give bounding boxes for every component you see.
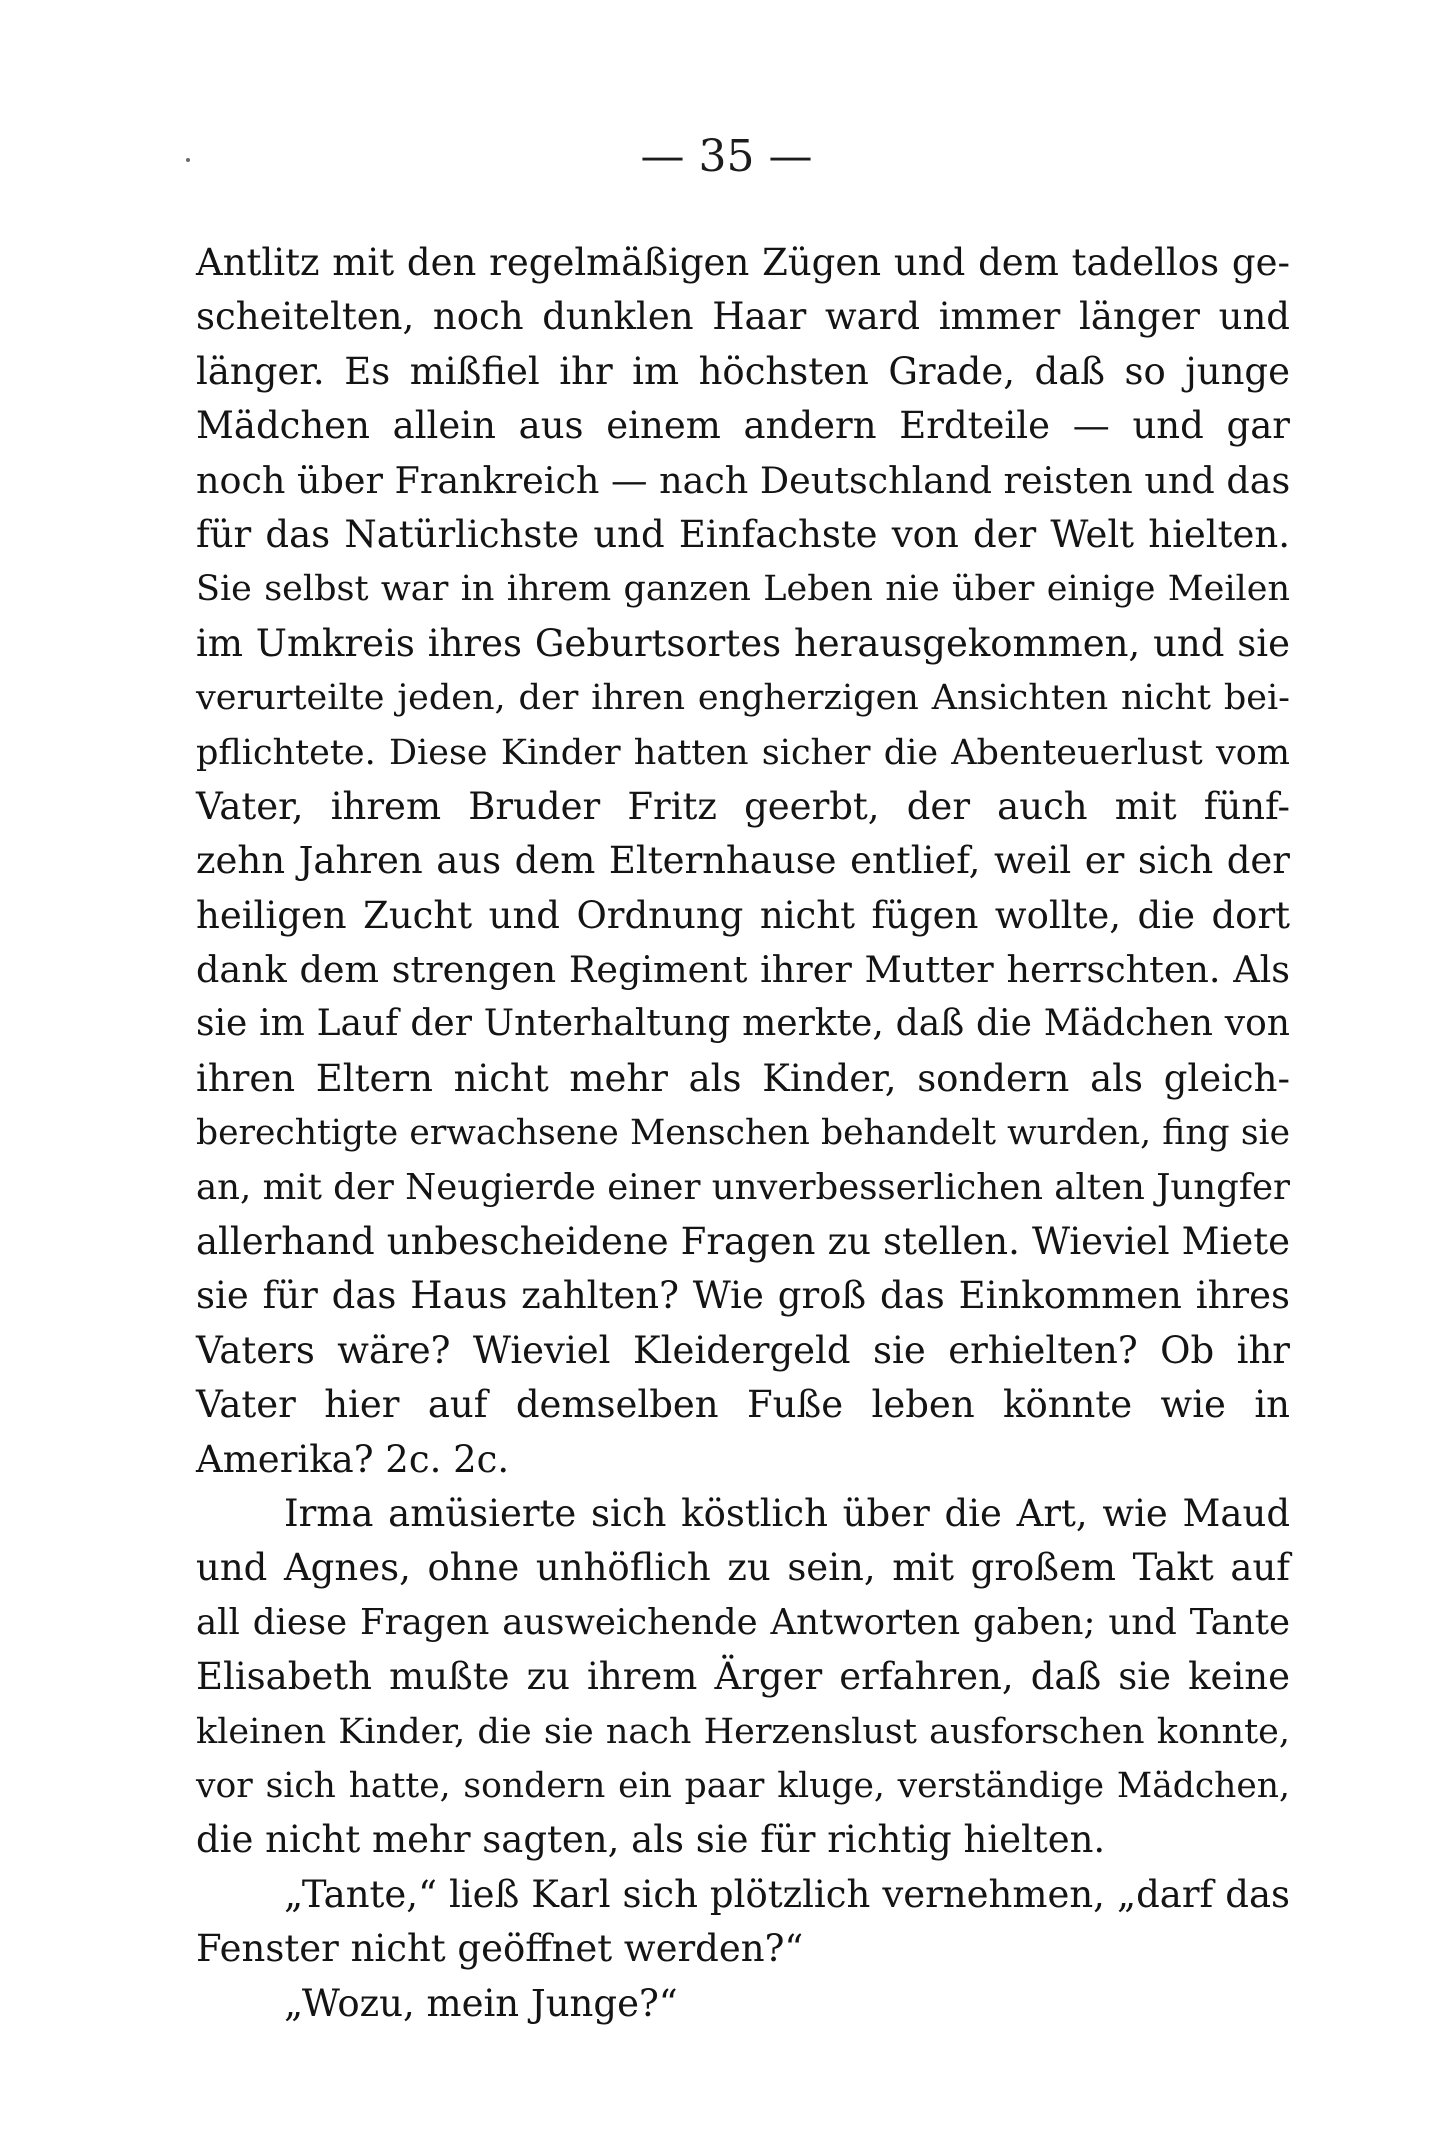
text-line: heiligen Zucht und Ordnung nicht fügen wollte, die dort — [196, 893, 1290, 937]
text-line: an, mit der Neugierde einer unverbesserlichen alten Jungfer — [196, 1166, 1290, 1208]
text-line: berechtigte erwachsene Menschen behandelt wurden, fing sie — [196, 1113, 1290, 1154]
text-line: im Umkreis ihres Geburtsortes herausgekommen, und sie — [196, 621, 1290, 665]
text-line: Vater, ihrem Bruder Fritz geerbt, der auch mit fünf- — [196, 784, 1290, 828]
text-line: Elisabeth mußte zu ihrem Ärger erfahren, daß sie keine — [196, 1655, 1290, 1699]
text-line: Fenster nicht geöffnet werden?“ — [196, 1927, 804, 1971]
text-line: verurteilte jeden, der ihren engherzigen Ansichten nicht bei- — [196, 678, 1290, 719]
text-line: pflichtete. Diese Kinder hatten sicher die Abenteuerlust vom — [196, 732, 1290, 773]
text-line: sie für das Haus zahlten? Wie groß das Einkommen ihres — [196, 1274, 1290, 1318]
text-line: vor sich hatte, sondern ein paar kluge, verständige Mädchen, — [196, 1765, 1290, 1806]
text-line: noch über Frankreich — nach Deutschland reisten und das — [196, 458, 1291, 502]
text-line: für das Natürlichste und Einfachste von der Welt hielten. — [196, 512, 1290, 556]
text-line: Irma amüsierte sich köstlich über die Art, wie Maud — [284, 1491, 1290, 1535]
text-line: Sie selbst war in ihrem ganzen Leben nie über einige Meilen — [196, 569, 1290, 610]
text-line: all diese Fragen ausweichende Antworten gaben; und Tante — [196, 1601, 1290, 1643]
text-line: sie im Lauf der Unterhaltung merkte, daß die Mädchen von — [196, 1003, 1290, 1045]
text-line: Amerika? 2c. 2c. — [196, 1437, 510, 1481]
text-line: ihren Eltern nicht mehr als Kinder, sondern als gleich- — [196, 1056, 1290, 1100]
text-line: allerhand unbescheidene Fragen zu stellen. Wieviel Miete — [196, 1220, 1290, 1264]
text-line: „Wozu, mein Junge?“ — [284, 1981, 678, 2025]
text-line: zehn Jahren aus dem Elternhause entlief, weil er sich der — [196, 839, 1290, 883]
text-line: Antlitz mit den regelmäßigen Zügen und dem tadellos ge- — [196, 241, 1290, 284]
text-line: kleinen Kinder, die sie nach Herzenslust ausforschen konnte, — [196, 1711, 1290, 1752]
text-line: dank dem strengen Regiment ihrer Mutter herrschten. Als — [196, 948, 1290, 992]
text-line: und Agnes, ohne unhöflich zu sein, mit großem Takt auf — [196, 1546, 1290, 1590]
text-line: länger. Es mißfiel ihr im höchsten Grade, daß so junge — [196, 349, 1290, 393]
text-line: Mädchen allein aus einem andern Erdteile — und gar — [196, 404, 1290, 448]
text-line: die nicht mehr sagten, als sie für richtig hielten. — [196, 1818, 1106, 1862]
page-number: — 35 — — [640, 131, 813, 182]
text-line: Vaters wäre? Wieviel Kleidergeld sie erhielten? Ob ihr — [196, 1328, 1290, 1372]
text-line: scheitelten, noch dunklen Haar ward immer länger und — [196, 295, 1290, 339]
text-line: Vater hier auf demselben Fuße leben könnte wie in — [196, 1383, 1290, 1427]
body-text — [196, 236, 1290, 2031]
text-line: „Tante,“ ließ Karl sich plötzlich vernehmen, „darf das — [284, 1872, 1290, 1916]
